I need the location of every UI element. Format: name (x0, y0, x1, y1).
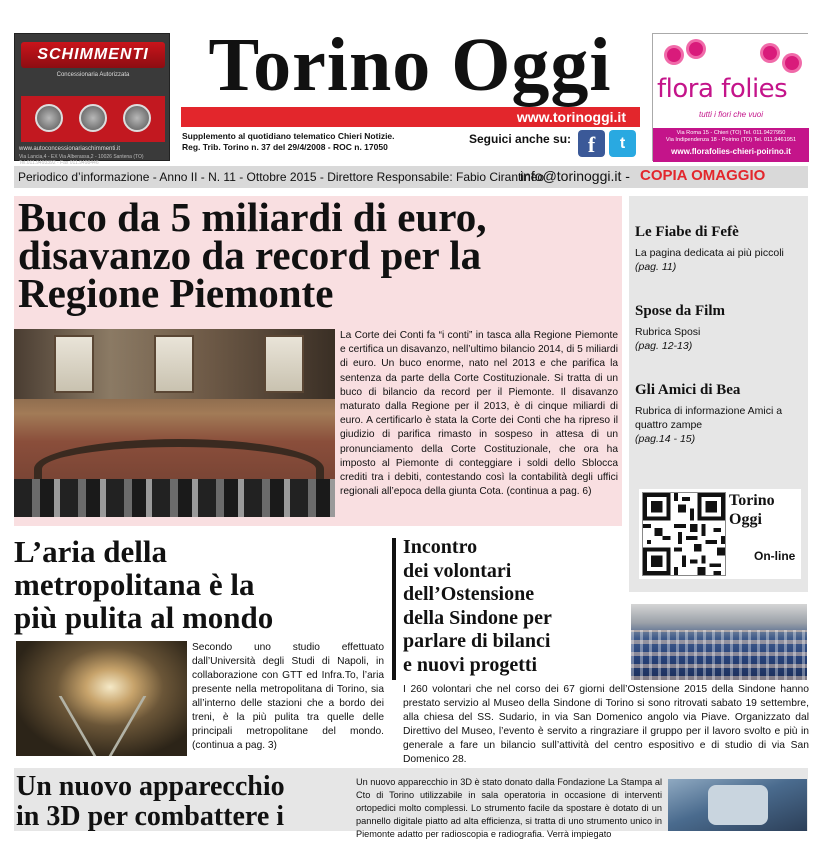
website-bar (181, 107, 640, 127)
website-link[interactable]: www.torinoggi.it (516, 109, 626, 125)
flora-folies-logo (653, 34, 809, 128)
regional-council-photo (14, 329, 335, 517)
flora-folies-ad[interactable] (652, 33, 808, 161)
newspaper-title: Torino Oggi (208, 23, 612, 107)
main-article-continue[interactable]: (continua a pag. 6) (506, 486, 592, 498)
sindone-article-body: I 260 volontari che nel corso dei 67 giorni dell’Ostensione 2015 della Sindone hanno prestato servizio al Museo della Sindone di Torino si sono ritrovati sabato 19 settembre, alla chiesa del SS. Sudario, in via San Domenico angolo via Piave. Organizzato dal Direttivo del Museo, l’evento è servito a ringraziare il gruppo per il lavoro svolto e più in generale a fare un bilancio sull’attività del centro espositivo e di studio di via San Domenico 28. (403, 683, 809, 781)
metro-tunnel-photo (16, 641, 187, 756)
supplement-info: Supplemento al quotidiano telematico Chieri Notizie. Reg. Trib. Torino n. 37 del 29/4/2008 - ROC n. 17050 (182, 131, 395, 152)
sidebar-item-amici-title[interactable]: Gli Amici di Bea (635, 382, 741, 398)
sidebar-item-fiabe-title[interactable]: Le Fiabe di Fefè (635, 224, 739, 240)
flora-folies-name: flora folies (657, 74, 788, 104)
main-headline[interactable]: Buco da 5 miliardi di euro, disavanzo da record per la Regione Piemonte (18, 194, 487, 316)
aria-article-body: Secondo uno studio effettuato dall’Università degli Studi di Napoli, in collaborazione con GTT ed Infra.To, l’aria presente nella metropolitana di Torino, sia all’interno delle stazioni che a bordo dei treni, è la più pulita tra quelle delle principali metropolitane del mondo. (continua a pag. 3) (192, 642, 384, 751)
schimmenti-logo: SCHIMMENTI (21, 42, 165, 68)
alfa-logo-icon (123, 104, 151, 132)
column-divider (392, 538, 396, 680)
sindone-headline[interactable]: Incontro dei volontari dell’Ostensione della Sindone per parlare di bilanci e nuovi progetti (403, 536, 552, 676)
contact-email[interactable]: info@torinoggi.it - (520, 168, 630, 184)
car-brand-logos (21, 96, 165, 142)
schimmenti-ad[interactable] (14, 33, 170, 166)
issue-info: Periodico d’informazione - Anno II - N. 11 - Ottobre 2015 - Direttore Responsabile: Fabio Cirantineo (18, 170, 545, 184)
flora-folies-tagline: tutti i fiori che vuoi (698, 110, 764, 119)
flower-icon (667, 48, 681, 62)
sidebar-item-amici-desc: Rubrica di informazione Amici a quattro zampe (pag.14 - 15) (635, 405, 783, 445)
aria-headline[interactable]: L’aria della metropolitana è la più pulita al mondo (14, 534, 274, 635)
sidebar-item-fiabe-desc: La pagina dedicata ai più piccoli (pag. 11) (635, 247, 784, 273)
fiat-logo-icon (35, 104, 63, 132)
qr-online-label: On-line (754, 549, 796, 563)
qr-code-box[interactable] (639, 489, 801, 579)
sidebar (629, 196, 808, 592)
facebook-icon[interactable]: f (578, 130, 605, 157)
main-article-body: La Corte dei Conti fa “i conti” in tasca alla Regione Piemonte e certifica un disavanzo, nell’ultimo bilancio 2014, di 5 miliardi di euro. Un buco enorme, nato nel 2013 e che parifica la sentenza da parte della Corte Costituzionale. Si tratta di un buco di bilancio da record per il Piemonte. Il disavanzo maturato dalla Regione per il 2013, è di cinque miliardi di euro. A certificarlo è stata la Corte dei Conti che ha ripreso il giudizio di parifica rimasto in sospeso in attesa di un pronunciamento della Corte Costituzionale, che ora ha imposto al Piemonte di conteggiare i soldi dello Sblocca crediti tra i debiti, contestando così la contabilità degli uffici regionali all’epoca della giunta Cota. (continua a pag. 6) (340, 330, 618, 498)
publication-info-bar (14, 166, 808, 188)
free-copy-label: COPIA OMAGGIO (640, 167, 766, 184)
qr-title: Torino Oggi (729, 492, 775, 528)
twitter-icon[interactable]: t (609, 130, 636, 157)
schimmenti-url: www.autoconcessionariaschimmenti.it (19, 146, 121, 152)
schimmenti-subbrand: Concessionaria Autorizzata (56, 72, 130, 78)
flora-folies-contacts: Via Roma 15 - Chieri (TO) Tel. 011.9427950 Via Indipendenza 18 - Poirino (TO) Tel. 011.9461951 www.florafolies-chieri-poirino.it (653, 128, 809, 162)
flower-icon (763, 46, 777, 60)
qr-code-icon[interactable] (642, 492, 726, 576)
schimmenti-address: Via Lancia,4 - EX Via Alberassa,2 - 10026 Santena (TO) Tel.011.9493392 - Fax 011.9498446 (19, 154, 144, 166)
3d-device-photo (668, 779, 807, 831)
flower-icon (785, 56, 799, 70)
3d-device-headline[interactable]: Un nuovo apparecchio in 3D per combattere i (16, 771, 285, 832)
follow-label: Seguici anche su: (469, 132, 572, 146)
sidebar-item-spose-title[interactable]: Spose da Film (635, 303, 726, 319)
volunteers-crowd-photo (631, 604, 807, 680)
3d-device-body: Un nuovo apparecchio in 3D è stato donato dalla Fondazione La Stampa al Cto di Torino utilizzabile in sala operatoria in occasione di interventi ortopedici molto complessi. Lo strumento facile da spostare è dotato di un pannello digitale piatto ad alta efficienza, si tratta di uno strumento unico in Piemonte adatto per radioscopia e radiografia. Verrà impiegato (356, 777, 662, 839)
sidebar-item-spose-desc: Rubrica Sposi (pag. 12-13) (635, 326, 701, 352)
flower-icon (689, 42, 703, 56)
lancia-logo-icon (79, 104, 107, 132)
